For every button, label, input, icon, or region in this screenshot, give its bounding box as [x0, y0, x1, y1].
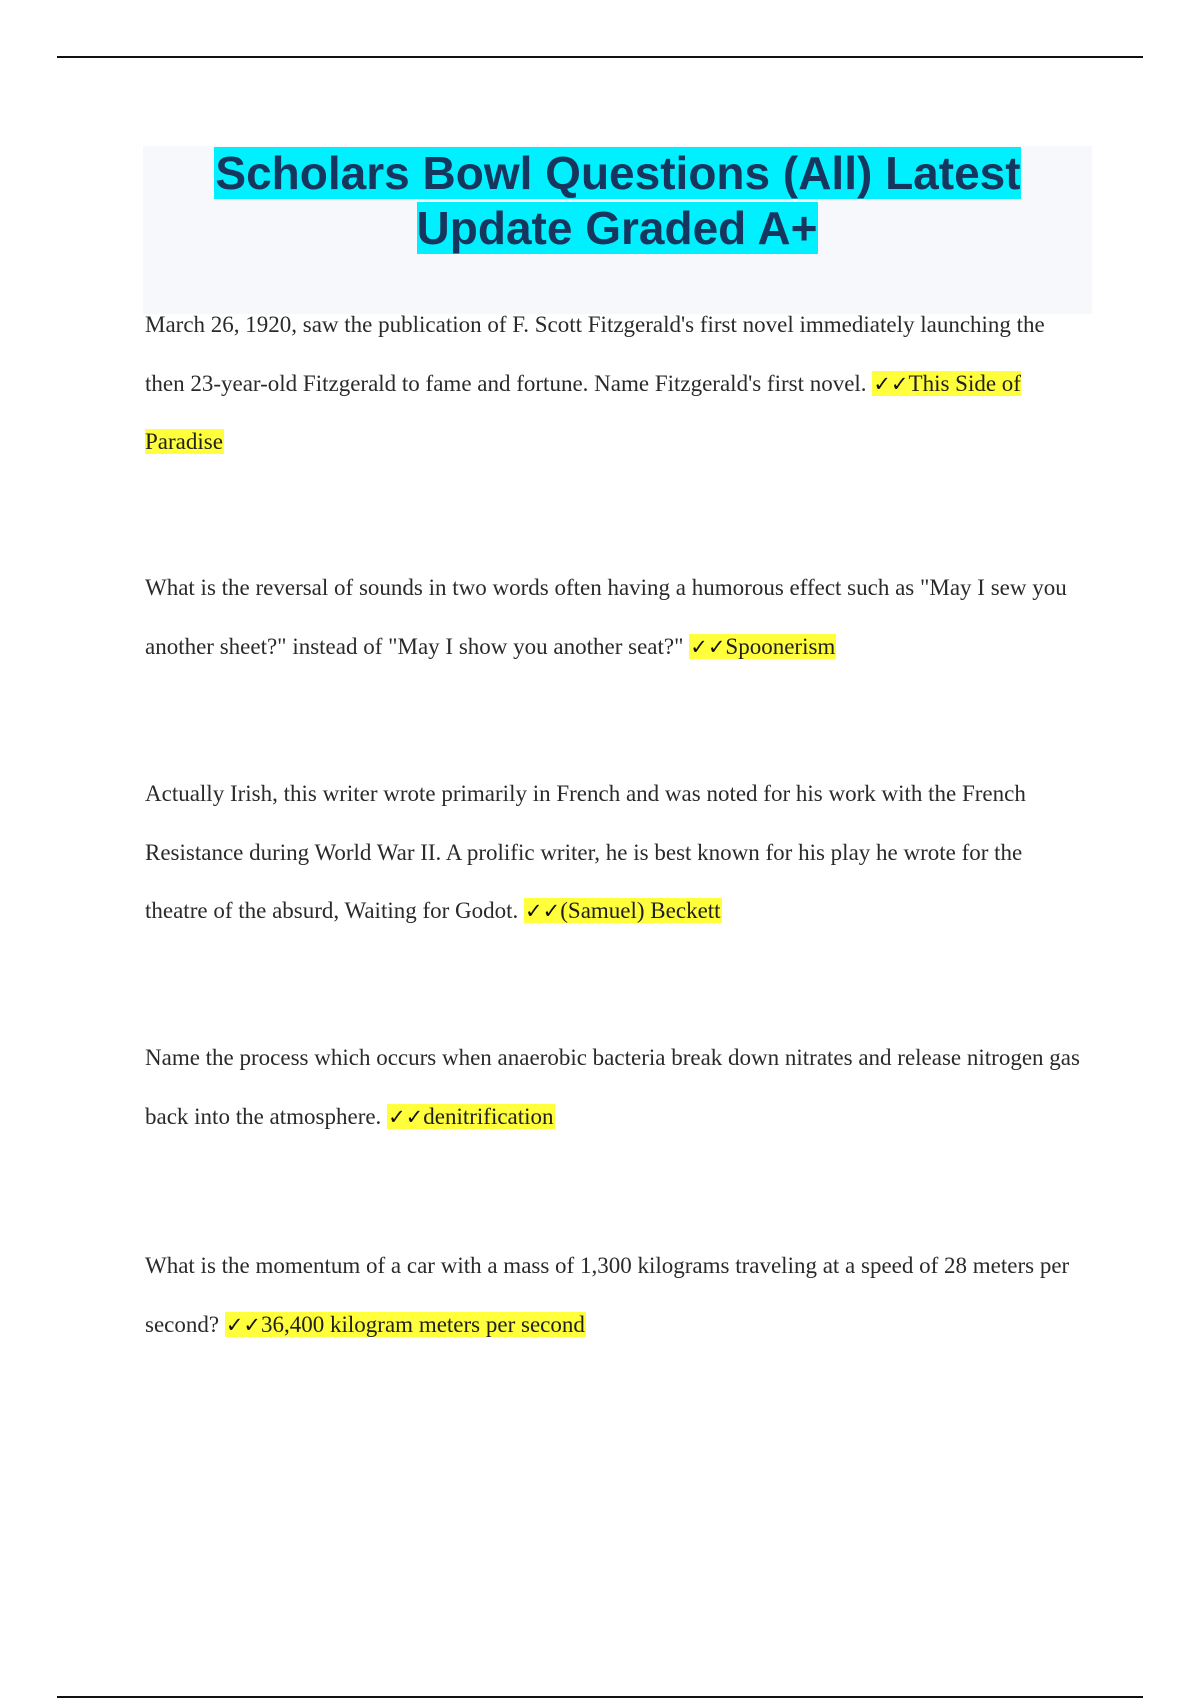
question-item [145, 1237, 1085, 1354]
question-text: What is the reversal of sounds in two words often having a humorous effect such as "May I sew you another sheet?" instead of "May I show you another seat?" [145, 575, 1067, 659]
question-text: Name the process which occurs when anaerobic bacteria break down nitrates and release nitrogen gas back into the atmosphere. [145, 1045, 1080, 1129]
answer-text: Spoonerism [725, 633, 836, 659]
document-title-text: Scholars Bowl Questions (All) Latest Update Graded A+ [215, 147, 1021, 254]
question-item [145, 296, 1085, 472]
double-check-icon: ✓✓ [873, 371, 909, 396]
answer-highlight [387, 1104, 555, 1129]
question-text: Actually Irish, this writer wrote primarily in French and was noted for his work with the French Resistance during World War II. A prolific writer, he is best known for his play he wrote for the theatre of the absurd, Waiting for Godot. [145, 781, 1026, 923]
answer-highlight [225, 1312, 586, 1337]
top-rule [57, 56, 1143, 58]
title-block [143, 146, 1092, 314]
double-check-icon: ✓✓ [388, 1104, 424, 1129]
question-text: What is the momentum of a car with a mass of 1,300 kilograms traveling at a speed of 28 meters per second? [145, 1253, 1070, 1337]
question-item [145, 765, 1085, 941]
question-item [145, 1029, 1085, 1146]
bottom-rule [57, 1696, 1143, 1698]
double-check-icon: ✓✓ [690, 634, 726, 659]
question-text: March 26, 1920, saw the publication of F. Scott Fitzgerald's first novel immediately launching the then 23-year-old Fitzgerald to fame and fortune. Name Fitzgerald's first novel. [145, 312, 1045, 396]
answer-text: 36,400 kilogram meters per second [261, 1311, 585, 1337]
answer-highlight [524, 898, 722, 923]
document-title [143, 146, 1092, 256]
answer-text: (Samuel) Beckett [560, 898, 721, 923]
double-check-icon: ✓✓ [525, 899, 561, 923]
double-check-icon: ✓✓ [225, 1312, 262, 1337]
answer-text: denitrification [423, 1103, 554, 1129]
answer-highlight [689, 634, 836, 659]
question-item [145, 559, 1085, 676]
answer-text: This Side of Paradise [145, 370, 1021, 454]
